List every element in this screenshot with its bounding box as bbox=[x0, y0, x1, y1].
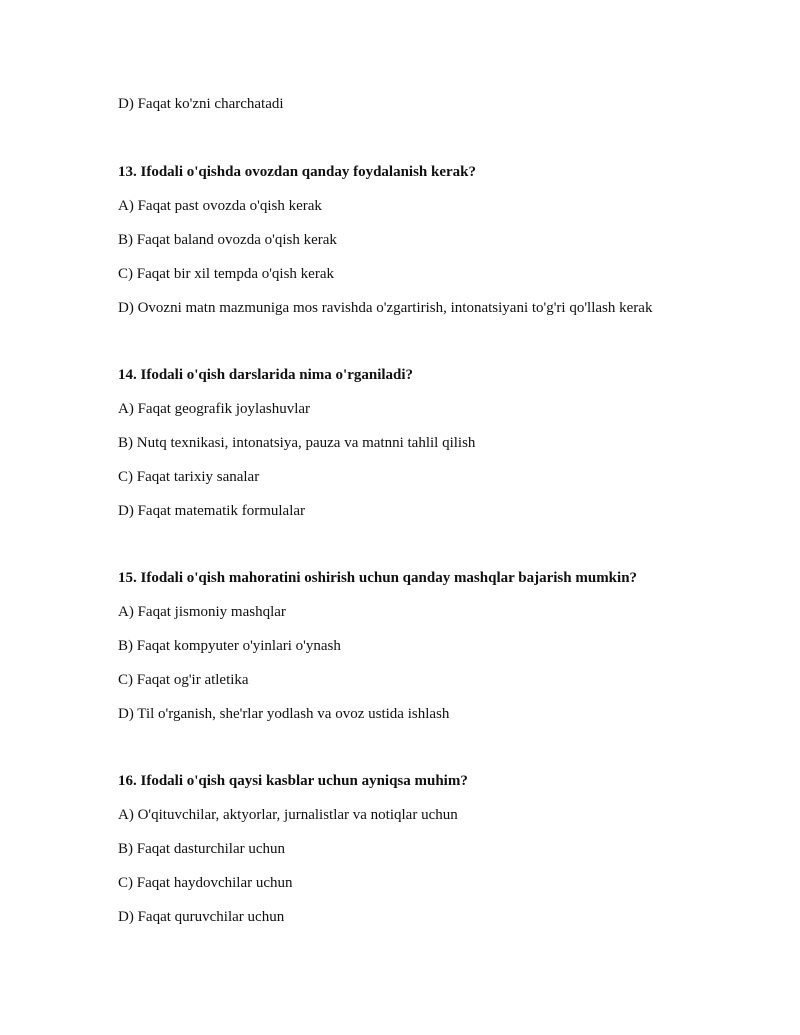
question-13-option-b: B) Faqat baland ovozda o'qish kerak bbox=[118, 232, 337, 248]
question-13-title: 13. Ifodali o'qishda ovozdan qanday foydalanish kerak? bbox=[118, 164, 477, 180]
question-15-title: 15. Ifodali o'qish mahoratini oshirish uchun qanday mashqlar bajarish mumkin? bbox=[118, 570, 638, 586]
question-16-title: 16. Ifodali o'qish qaysi kasblar uchun ayniqsa muhim? bbox=[118, 773, 468, 789]
question-16-option-d: D) Faqat quruvchilar uchun bbox=[118, 909, 285, 925]
question-13-option-a: A) Faqat past ovozda o'qish kerak bbox=[118, 198, 322, 214]
question-16-option-a: A) O'qituvchilar, aktyorlar, jurnalistlar va notiqlar uchun bbox=[118, 807, 458, 823]
question-14-option-c: C) Faqat tarixiy sanalar bbox=[118, 469, 260, 485]
question-14-title: 14. Ifodali o'qish darslarida nima o'rganiladi? bbox=[118, 367, 414, 383]
question-14-option-b: B) Nutq texnikasi, intonatsiya, pauza va matnni tahlil qilish bbox=[118, 435, 476, 451]
question-16-option-b: B) Faqat dasturchilar uchun bbox=[118, 841, 286, 857]
question-15-option-c: C) Faqat og'ir atletika bbox=[118, 672, 249, 688]
question-13-option-d: D) Ovozni matn mazmuniga mos ravishda o'zgartirish, intonatsiyani to'g'ri qo'llash kerak bbox=[118, 300, 653, 316]
question-14-option-d: D) Faqat matematik formulalar bbox=[118, 503, 306, 519]
question-15-option-a: A) Faqat jismoniy mashqlar bbox=[118, 604, 286, 620]
question-15-option-b: B) Faqat kompyuter o'yinlari o'ynash bbox=[118, 638, 341, 654]
option-d-q12: D) Faqat ko'zni charchatadi bbox=[118, 96, 284, 112]
question-14-option-a: A) Faqat geografik joylashuvlar bbox=[118, 401, 311, 417]
question-16-option-c: C) Faqat haydovchilar uchun bbox=[118, 875, 293, 891]
question-15-option-d: D) Til o'rganish, she'rlar yodlash va ovoz ustida ishlash bbox=[118, 706, 450, 722]
question-13-option-c: C) Faqat bir xil tempda o'qish kerak bbox=[118, 266, 334, 282]
